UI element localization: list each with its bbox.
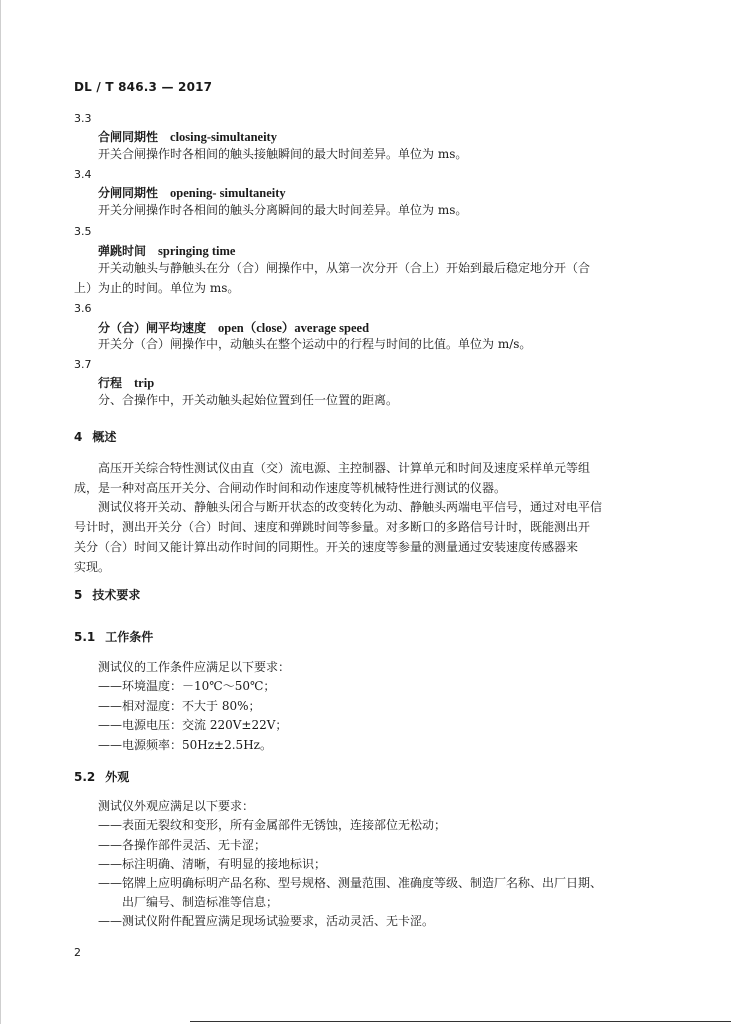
term-en: springing time: [158, 244, 236, 258]
paragraph-line: 号计时，测出开关分（合）时间、速度和弹跳时间等参量。对多断口的多路信号计时，既能测出开: [74, 520, 591, 534]
term-definition: 开关分（合）闸操作中，动触头在整个运动中的行程与时间的比值。单位为 m/s。: [98, 337, 532, 351]
paragraph-line: 高压开关综合特性测试仪由直（交）流电源、主控制器、计算单元和时间及速度采样单元等组: [98, 461, 591, 475]
paragraph-line: 成，是一种对高压开关分、合闸动作时间和动作速度等机械特性进行测试的仪器。: [74, 481, 507, 495]
list-item: ——铭牌上应明确标明产品名称、型号规格、测量范围、准确度等级、制造厂名称、出厂日期、: [98, 876, 603, 890]
term-definition-line: 开关动触头与静触头在分（合）闸操作中，从第一次分开（合上）开始到最后稳定地分开（合: [98, 261, 591, 275]
term-number: 3.5: [74, 225, 92, 238]
section-number: 5.1: [74, 630, 96, 644]
term-definition: 分、合操作中，开关动触头起始位置到任一位置的距离。: [98, 393, 399, 407]
section-number: 5.2: [74, 770, 96, 784]
list-item: ——表面无裂纹和变形，所有金属部件无锈蚀，连接部位无松动；: [98, 818, 447, 832]
page-edge-bottom: [190, 1021, 731, 1022]
term-title: [98, 242, 235, 259]
document-header: DL / T 846.3 — 2017: [74, 80, 213, 94]
term-zh: 分闸同期性: [98, 186, 159, 200]
page-number: 2: [74, 946, 81, 959]
term-en: trip: [134, 376, 155, 390]
section-title: 概述: [92, 430, 117, 444]
term-title: [98, 128, 277, 145]
term-zh: 弹跳时间: [98, 244, 147, 258]
term-definition-line: 上）为止的时间。单位为 ms。: [74, 281, 240, 295]
paragraph-line: 实现。: [74, 560, 111, 574]
term-en: open（close）average speed: [218, 321, 370, 335]
page-edge-left: [0, 0, 1, 1024]
term-definition: 开关分闸操作时各相间的触头分离瞬间的最大时间差异。单位为 ms。: [98, 203, 468, 217]
term-number: 3.3: [74, 112, 92, 125]
section-heading: [74, 428, 116, 445]
list-item: ——标注明确、清晰，有明显的接地标识；: [98, 857, 327, 871]
term-zh: 合闸同期性: [98, 130, 159, 144]
subsection-heading: [74, 768, 129, 785]
term-number: 3.4: [74, 168, 92, 181]
term-zh: 分（合）闸平均速度: [98, 321, 207, 335]
term-title: [98, 184, 286, 201]
list-item: ——电源频率：50Hz±2.5Hz。: [98, 738, 272, 752]
paragraph-line: 测试仪将开关动、静触头闭合与断开状态的改变转化为动、静触头两端电平信号，通过对电平信: [98, 500, 603, 514]
paragraph-line: 关分（合）时间又能计算出动作时间的同期性。开关的速度等参量的测量通过安装速度传感器来: [74, 540, 579, 554]
term-zh: 行程: [98, 376, 123, 390]
section-number: 5: [74, 588, 83, 602]
term-definition: 开关合闸操作时各相间的触头接触瞬间的最大时间差异。单位为 ms。: [98, 147, 468, 161]
list-item-continuation: 出厂编号、制造标准等信息；: [122, 895, 279, 909]
list-item: ——相对湿度：不大于 80%；: [98, 699, 261, 713]
term-number: 3.6: [74, 302, 92, 315]
term-en: opening- simultaneity: [170, 186, 286, 200]
list-item: ——各操作部件灵活、无卡涩；: [98, 838, 267, 852]
section-title: 工作条件: [105, 630, 154, 644]
section-number: 4: [74, 430, 83, 444]
list-item: ——电源电压：交流 220V±22V；: [98, 718, 288, 732]
term-number: 3.7: [74, 358, 92, 371]
section-title: 外观: [105, 770, 130, 784]
list-item: ——测试仪附件配置应满足现场试验要求，活动灵活、无卡涩。: [98, 914, 435, 928]
list-intro: 测试仪外观应满足以下要求：: [98, 799, 255, 813]
list-intro: 测试仪的工作条件应满足以下要求：: [98, 660, 291, 674]
list-item: ——环境温度：－10℃～50℃；: [98, 679, 276, 693]
section-heading: [74, 586, 140, 603]
subsection-heading: [74, 628, 153, 645]
section-title: 技术要求: [92, 588, 141, 602]
term-title: [98, 374, 154, 391]
term-en: closing-simultaneity: [170, 130, 277, 144]
